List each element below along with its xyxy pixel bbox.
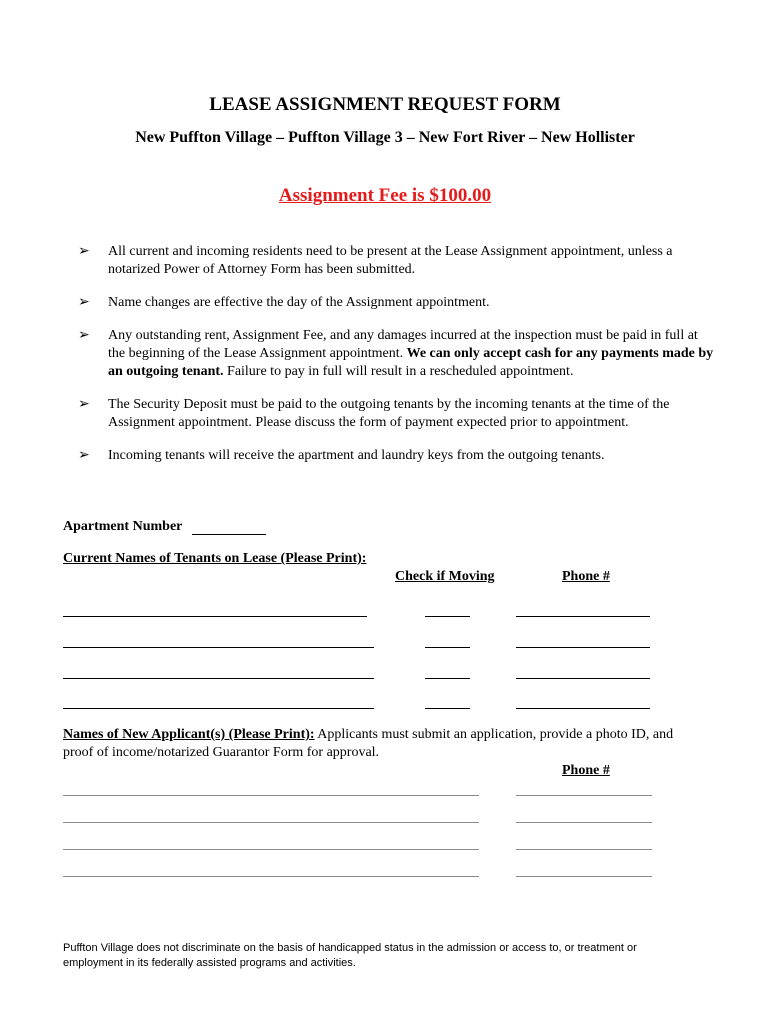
list-item-text: Any outstanding rent, Assignment Fee, and any damages incurred at the inspection must be paid in full at the beginning of the Lease Assignment appointment.	[108, 328, 698, 361]
new-applicant-name-field[interactable]	[63, 849, 479, 850]
moving-check-field[interactable]	[425, 647, 470, 648]
phone-header: Phone #	[562, 569, 610, 584]
arrow-bullet-icon: ➢	[78, 244, 90, 259]
list-item	[78, 243, 718, 279]
new-applicant-phone-field[interactable]	[516, 849, 652, 850]
apartment-number-label: Apartment Number	[63, 519, 183, 534]
cash-only-notice: We can only accept cash for any payments made by an outgoing tenant.	[108, 346, 714, 379]
check-if-moving-header: Check if Moving	[395, 569, 495, 584]
list-item	[78, 447, 718, 465]
instructions-list	[78, 243, 718, 480]
list-item-text: The Security Deposit must be paid to the outgoing tenants by the incoming tenants at the time of the Assignment appointment. Please discuss the form of payment expected prior to appointment.	[108, 397, 670, 430]
current-tenant-name-field[interactable]	[63, 678, 374, 679]
current-tenant-phone-field[interactable]	[516, 616, 650, 617]
new-applicant-phone-field[interactable]	[516, 822, 652, 823]
current-tenant-name-field[interactable]	[63, 616, 367, 617]
current-tenant-name-field[interactable]	[63, 647, 374, 648]
page-subtitle: New Puffton Village – Puffton Village 3 – New Fort River – New Hollister	[135, 129, 635, 146]
arrow-bullet-icon: ➢	[78, 397, 90, 412]
apartment-number-field[interactable]	[192, 534, 266, 535]
moving-check-field[interactable]	[425, 678, 470, 679]
new-phone-header: Phone #	[562, 763, 610, 778]
assignment-fee-notice: Assignment Fee is $100.00	[278, 185, 492, 206]
list-item	[78, 327, 718, 381]
moving-check-field[interactable]	[425, 708, 470, 709]
arrow-bullet-icon: ➢	[78, 295, 90, 310]
new-applicants-instructions: Applicants must submit an application, provide a photo ID, and proof of income/notarized Guarantor Form for approval.	[63, 727, 674, 760]
new-applicant-name-field[interactable]	[63, 795, 479, 796]
page-title: LEASE ASSIGNMENT REQUEST FORM	[209, 94, 561, 115]
new-applicant-phone-field[interactable]	[516, 876, 652, 877]
moving-check-field[interactable]	[425, 616, 470, 617]
new-applicant-name-field[interactable]	[63, 876, 479, 877]
new-applicant-phone-field[interactable]	[516, 795, 652, 796]
arrow-bullet-icon: ➢	[78, 328, 90, 343]
current-tenant-phone-field[interactable]	[516, 678, 650, 679]
current-tenant-phone-field[interactable]	[516, 647, 650, 648]
new-applicants-paragraph	[63, 726, 703, 762]
arrow-bullet-icon: ➢	[78, 448, 90, 463]
list-item	[78, 294, 718, 312]
list-item-text: Incoming tenants will receive the apartment and laundry keys from the outgoing tenants.	[108, 448, 605, 463]
list-item	[78, 396, 718, 432]
list-item-text: Name changes are effective the day of the Assignment appointment.	[108, 295, 490, 310]
new-applicants-heading: Names of New Applicant(s) (Please Print):	[63, 727, 315, 742]
current-tenant-phone-field[interactable]	[516, 708, 650, 709]
non-discrimination-footer: Puffton Village does not discriminate on the basis of handicapped status in the admission or access to, or treatment or employment in its federally assisted programs and activities.	[63, 942, 637, 969]
current-tenant-name-field[interactable]	[63, 708, 374, 709]
current-tenants-heading: Current Names of Tenants on Lease (Please Print):	[63, 551, 367, 566]
new-applicant-name-field[interactable]	[63, 822, 479, 823]
list-item-text: All current and incoming residents need to be present at the Lease Assignment appointment, unless a notarized Power of Attorney Form has been submitted.	[108, 244, 673, 277]
list-item-text: Failure to pay in full will result in a rescheduled appointment.	[227, 364, 574, 379]
